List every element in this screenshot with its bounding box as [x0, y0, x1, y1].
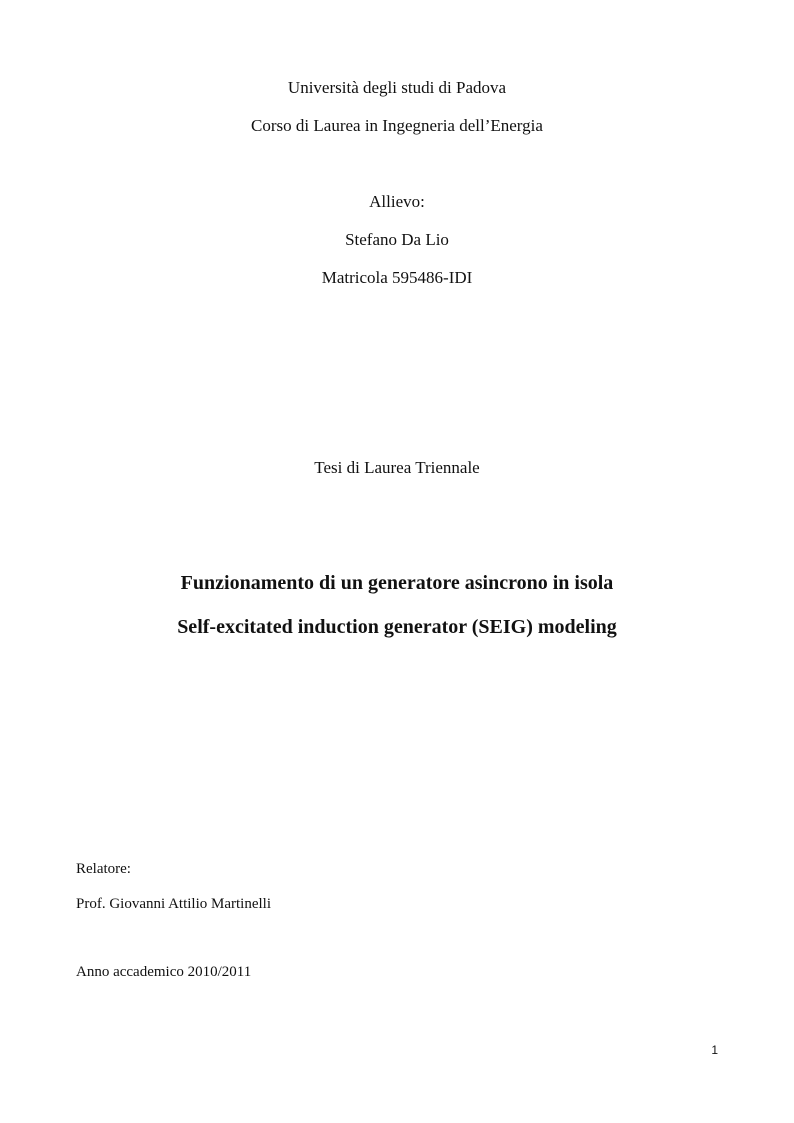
university-name: Università degli studi di Padova	[287, 78, 507, 97]
student-matricola: Matricola 595486-IDI	[321, 268, 473, 287]
course-name: Corso di Laurea in Ingegneria dell’Energia	[251, 116, 543, 135]
supervisor-label: Relatore:	[76, 861, 131, 877]
academic-year: Anno accademico 2010/2011	[76, 964, 252, 980]
student-label: Allievo:	[369, 192, 425, 211]
thesis-title-italian: Funzionamento di un generatore asincrono in isola	[180, 572, 614, 594]
thesis-type: Tesi di Laurea Triennale	[314, 458, 480, 477]
student-name: Stefano Da Lio	[345, 230, 449, 249]
page-number: 1	[711, 1043, 718, 1057]
thesis-title-english: Self-excitated induction generator (SEIG) modeling	[177, 616, 617, 638]
supervisor-name: Prof. Giovanni Attilio Martinelli	[76, 896, 271, 912]
